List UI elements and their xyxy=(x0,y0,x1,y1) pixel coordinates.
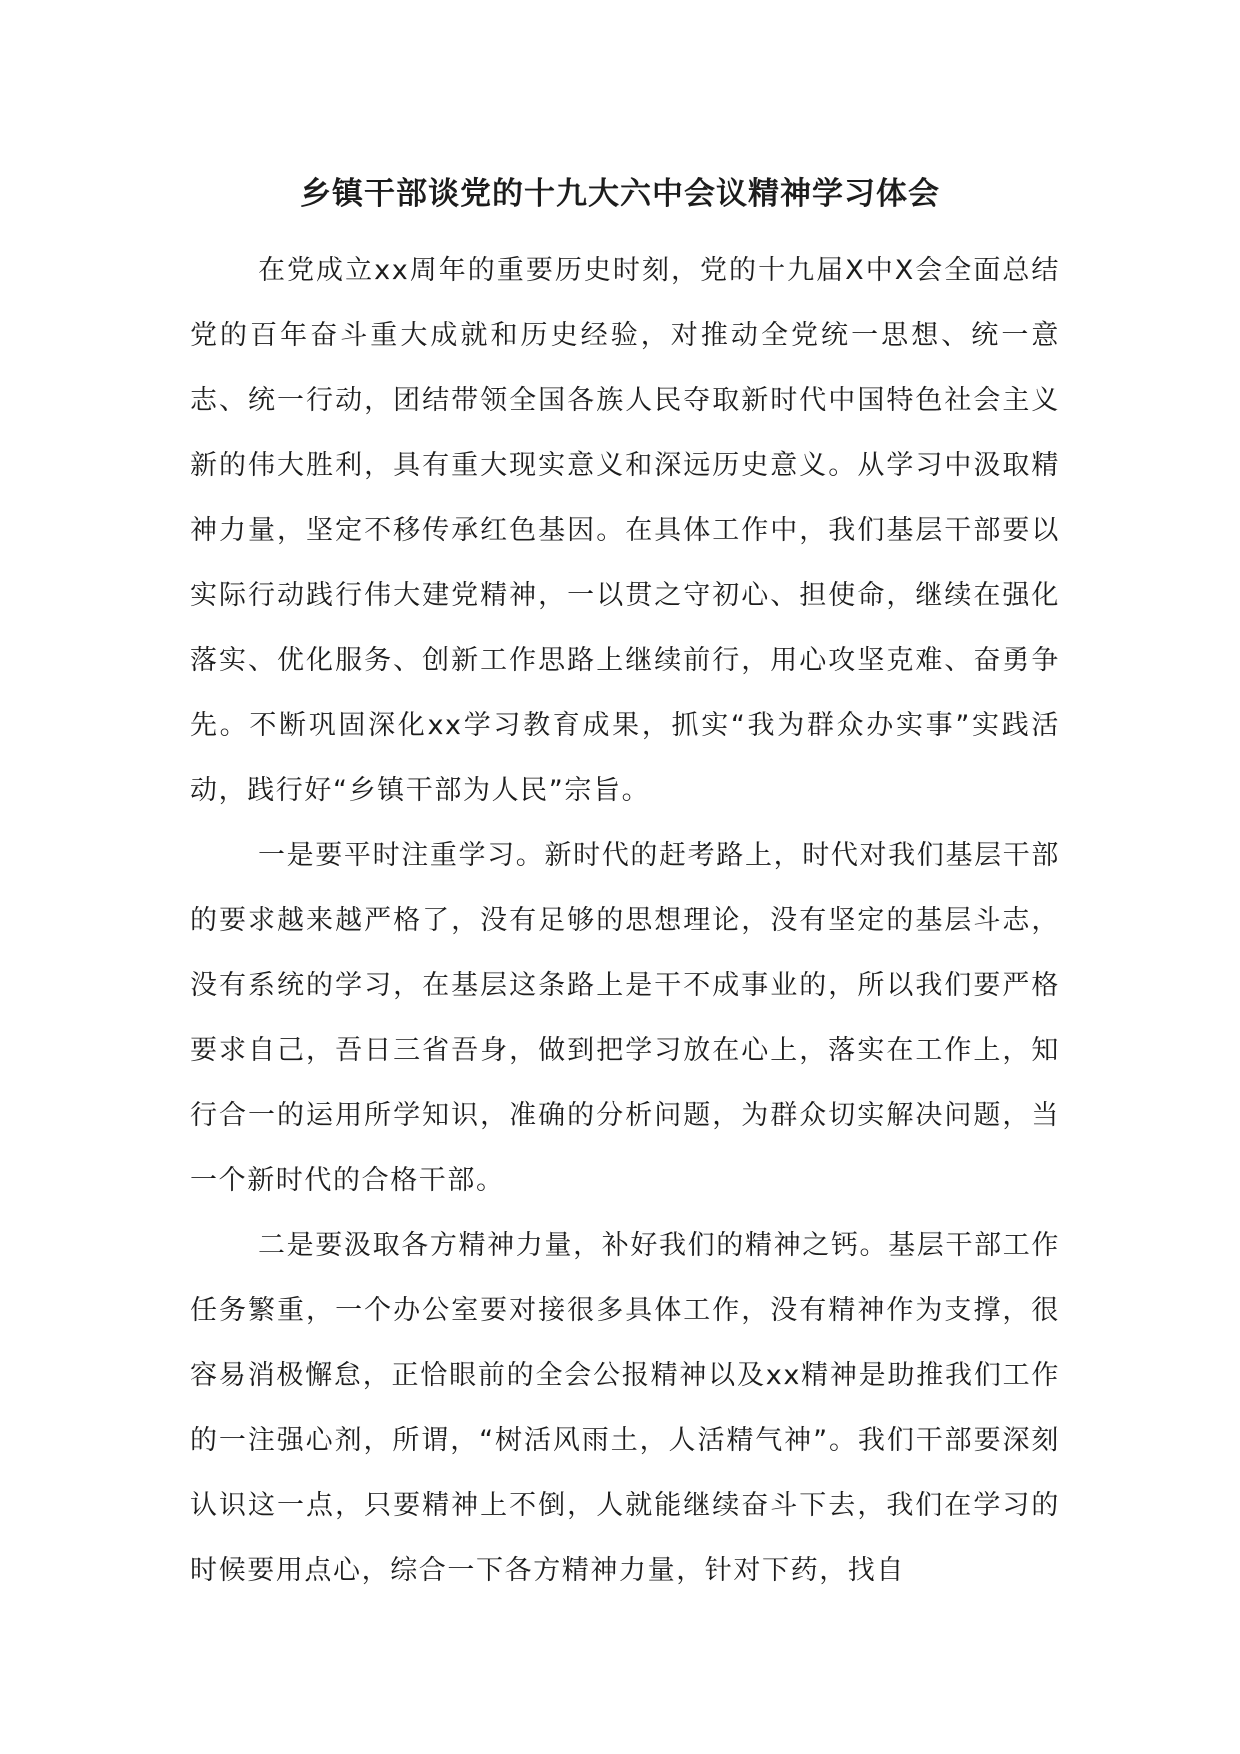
document-title: 乡镇干部谈党的十九大六中会议精神学习体会 xyxy=(300,176,940,212)
document-body xyxy=(190,238,1060,1603)
paragraph-point-one: 一是要平时注重学习。新时代的赶考路上，时代对我们基层干部的要求越来越严格了，没有足够的思想理论，没有坚定的基层斗志，没有系统的学习，在基层这条路上是干不成事业的，所以我们要严格要求自己，吾日三省吾身，做到把学习放在心上，落实在工作上，知行合一的运用所学知识，准确的分析问题，为群众切实解决问题，当一个新时代的合格干部。 xyxy=(190,840,1060,1196)
paragraph-intro: 在党成立xx周年的重要历史时刻，党的十九届X中X会全面总结党的百年奋斗重大成就和历史经验，对推动全党统一思想、统一意志、统一行动，团结带领全国各族人民夺取新时代中国特色社会主义新的伟大胜利，具有重大现实意义和深远历史意义。从学习中汲取精神力量，坚定不移传承红色基因。在具体工作中，我们基层干部要以实际行动践行伟大建党精神，一以贯之守初心、担使命，继续在强化落实、优化服务、创新工作思路上继续前行，用心攻坚克难、奋勇争先。不断巩固深化xx学习教育成果，抓实“我为群众办实事”实践活动，践行好“乡镇干部为人民”宗旨。 xyxy=(190,255,1060,806)
paragraph-point-two: 二是要汲取各方精神力量，补好我们的精神之钙。基层干部工作任务繁重，一个办公室要对接很多具体工作，没有精神作为支撑，很容易消极懈怠，正恰眼前的全会公报精神以及xx精神是助推我们工作的一注强心剂，所谓，“树活风雨土，人活精气神”。我们干部要深刻认识这一点，只要精神上不倒，人就能继续奋斗下去，我们在学习的时候要用点心，综合一下各方精神力量，针对下药，找自 xyxy=(190,1230,1060,1586)
